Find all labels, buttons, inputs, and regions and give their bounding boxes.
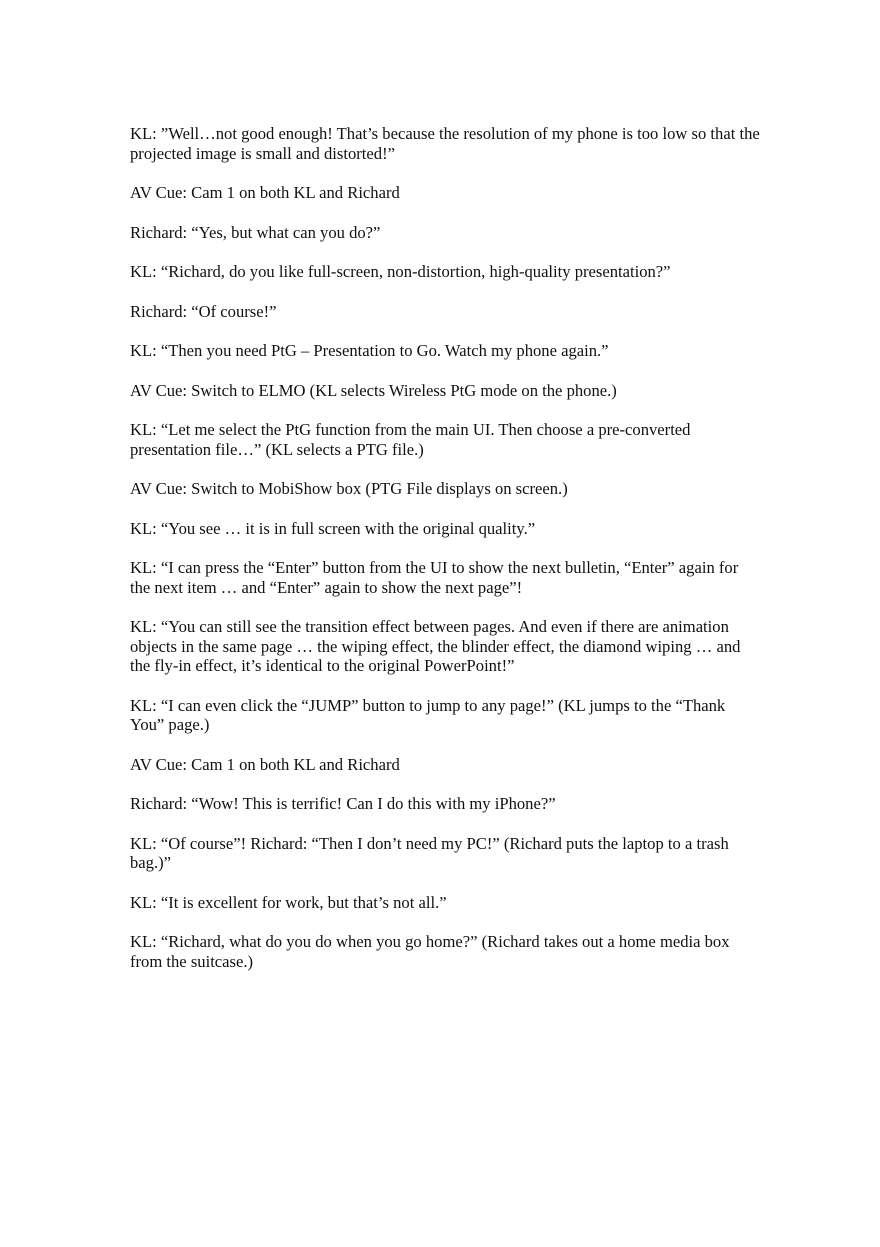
paragraph-4: KL: “Richard, do you like full-screen, non-distortion, high-quality presentation?” — [130, 262, 671, 281]
paragraph-14: AV Cue: Cam 1 on both KL and Richard — [130, 754, 400, 774]
paragraph-16: KL: “Of course”! Richard: “Then I don’t need my PC!” (Richard puts the laptop to a trash bag.)” — [130, 833, 729, 872]
paragraph-13: KL: “I can even click the “JUMP” button to jump to any page!” (KL jumps to the “Thank You” page.) — [130, 695, 726, 734]
paragraph-11: KL: “I can press the “Enter” button from the UI to show the next bulletin, “Enter” again for the next item … and “Enter” again to show the next page”! — [130, 558, 739, 597]
paragraph-2: AV Cue: Cam 1 on both KL and Richard — [130, 183, 400, 202]
paragraph-9: AV Cue: Switch to MobiShow box (PTG File displays on screen.) — [130, 479, 568, 498]
paragraph-6: KL: “Then you need PtG – Presentation to Go. Watch my phone again.” — [130, 341, 609, 360]
paragraph-17: KL: “It is excellent for work, but that’s not all.” — [130, 892, 447, 912]
paragraph-10: KL: “You see … it is in full screen with the original quality.” — [130, 518, 536, 538]
paragraph-7: AV Cue: Switch to ELMO (KL selects Wireless PtG mode on the phone.) — [130, 380, 617, 400]
script-body — [130, 124, 760, 991]
paragraph-12: KL: “You can still see the transition effect between pages. And even if there are animation objects in the same page … the wiping effect, the blinder effect, the diamond wiping … and the fly-in effect, it’s identical to the original PowerPoint!” — [130, 617, 741, 675]
paragraph-18: KL: “Richard, what do you do when you go home?” (Richard takes out a home media box from the suitcase.) — [130, 932, 730, 971]
paragraph-8: KL: “Let me select the PtG function from the main UI. Then choose a pre-converted presentation file…” (KL selects a PTG file.) — [130, 420, 691, 459]
paragraph-15: Richard: “Wow! This is terrific! Can I do this with my iPhone?” — [130, 794, 556, 813]
paragraph-3: Richard: “Yes, but what can you do?” — [130, 222, 381, 242]
paragraph-5: Richard: “Of course!” — [130, 301, 277, 321]
paragraph-1: KL: ”Well…not good enough! That’s because the resolution of my phone is too low so that the projected image is small and distorted!” — [130, 124, 760, 163]
